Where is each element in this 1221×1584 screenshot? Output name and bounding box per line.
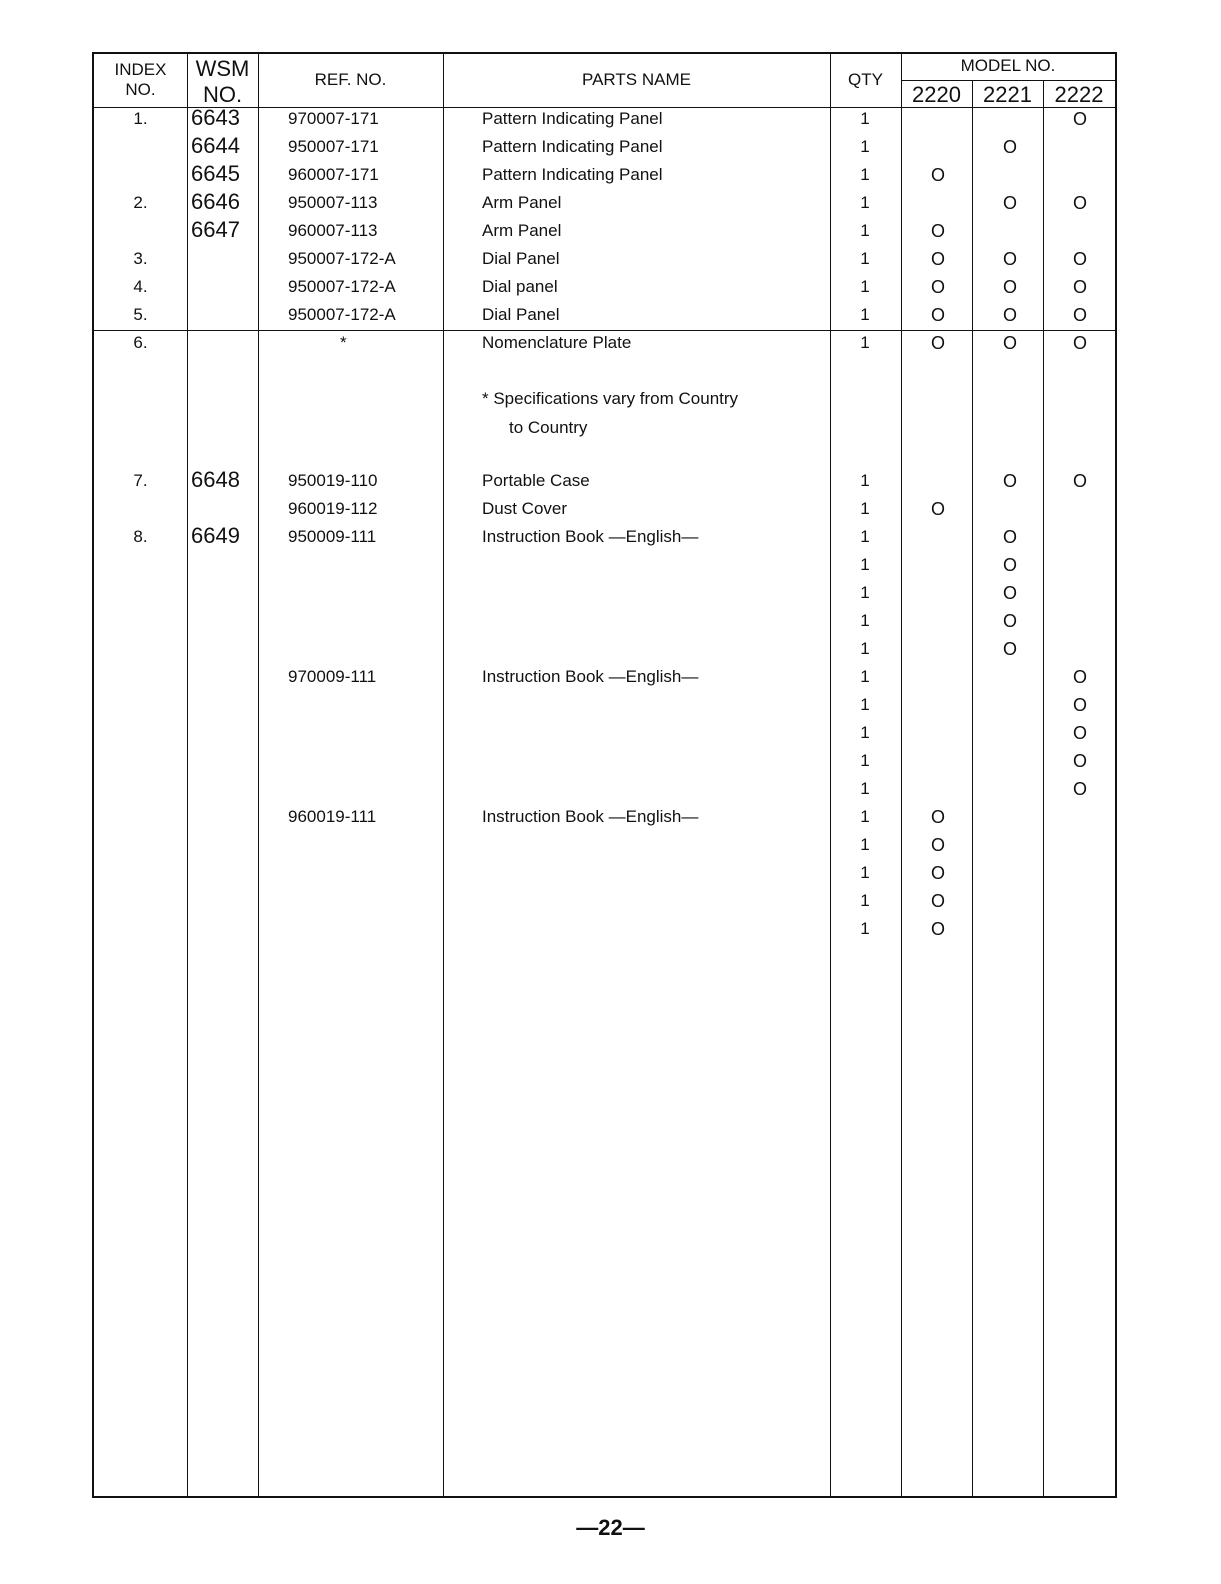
- header-ref: REF. NO.: [314, 70, 387, 89]
- parts-table: [92, 52, 1117, 1498]
- cell-m2221: O: [1002, 137, 1017, 157]
- header-wsm-line1: WSM: [195, 56, 250, 81]
- cell-m2222: O: [1072, 751, 1087, 771]
- cell-m2221: O: [1002, 193, 1017, 213]
- cell-m2220: O: [930, 499, 945, 519]
- cell-m2220: O: [930, 891, 945, 911]
- cell-qty: 1: [860, 249, 870, 268]
- cell-m2222: O: [1072, 723, 1087, 743]
- header-index: [94, 60, 187, 100]
- cell-name: Arm Panel: [482, 193, 562, 212]
- header-wsm: [187, 56, 258, 108]
- cell-ref: 970007-171: [288, 109, 379, 128]
- cell-m2222: O: [1072, 109, 1087, 129]
- cell-qty: 1: [860, 891, 870, 910]
- header-index-line1: INDEX: [114, 60, 167, 79]
- header-parts-name: PARTS NAME: [582, 70, 691, 89]
- cell-m2220: O: [930, 249, 945, 269]
- cell-qty: 1: [860, 165, 870, 184]
- cell-m2221: O: [1002, 277, 1017, 297]
- cell-ref: 950007-113: [288, 193, 378, 212]
- cell-qty: 1: [860, 583, 870, 602]
- cell-qty: 1: [860, 333, 870, 352]
- cell-m2221: O: [1002, 527, 1017, 547]
- cell-name: Dial Panel: [482, 305, 560, 324]
- cell-name: Dust Cover: [482, 499, 568, 518]
- cell-ref: 950007-172-A: [288, 305, 396, 324]
- cell-m2221: O: [1002, 611, 1017, 631]
- cell-qty: 1: [860, 137, 870, 156]
- cell-index: 7.: [133, 471, 148, 490]
- cell-m2221: O: [1002, 305, 1017, 325]
- cell-qty: 1: [860, 555, 870, 574]
- cell-m2222: O: [1072, 277, 1087, 297]
- cell-m2221: O: [1002, 249, 1017, 269]
- cell-wsm: 6645: [191, 161, 240, 186]
- col-divider: [901, 54, 902, 1496]
- cell-m2222: O: [1072, 667, 1087, 687]
- cell-qty: 1: [860, 723, 870, 742]
- cell-qty: 1: [860, 193, 870, 212]
- cell-m2220: O: [930, 221, 945, 241]
- cell-m2220: O: [930, 333, 945, 353]
- cell-ref: *: [340, 333, 347, 352]
- cell-ref: 950019-110: [288, 471, 378, 490]
- cell-wsm: 6647: [191, 217, 240, 242]
- cell-qty: 1: [860, 667, 870, 686]
- cell-index: 5.: [133, 305, 148, 324]
- cell-qty: 1: [860, 611, 870, 630]
- cell-m2222: O: [1072, 249, 1087, 269]
- header-model-2222: 2222: [1054, 82, 1104, 107]
- cell-wsm: 6646: [191, 189, 240, 214]
- cell-qty: 1: [860, 527, 870, 546]
- cell-name: Instruction Book —English—: [482, 527, 699, 546]
- cell-m2221: O: [1002, 471, 1017, 491]
- cell-name: Instruction Book —English—: [482, 667, 699, 686]
- cell-qty: 1: [860, 305, 870, 324]
- header-model-2220: 2220: [912, 82, 961, 107]
- cell-wsm: 6648: [191, 467, 240, 492]
- cell-m2220: O: [930, 919, 945, 939]
- note-line2: to Country: [509, 418, 588, 437]
- cell-qty: 1: [860, 499, 870, 518]
- cell-qty: 1: [860, 919, 870, 938]
- cell-qty: 1: [860, 221, 870, 240]
- cell-m2221: O: [1002, 555, 1017, 575]
- cell-index: 6.: [133, 333, 148, 352]
- cell-m2222: O: [1072, 695, 1087, 715]
- cell-m2220: O: [930, 305, 945, 325]
- cell-m2222: O: [1072, 305, 1087, 325]
- col-divider: [972, 80, 973, 1496]
- specification-note: [482, 384, 738, 442]
- cell-ref: 960007-113: [288, 221, 378, 240]
- model-header-divider: [901, 80, 1115, 81]
- header-model-2221: 2221: [983, 82, 1032, 107]
- cell-m2220: O: [930, 277, 945, 297]
- cell-ref: 950007-172-A: [288, 249, 396, 268]
- cell-name: Pattern Indicating Panel: [482, 109, 663, 128]
- col-divider: [443, 54, 444, 1496]
- cell-m2221: O: [1002, 333, 1017, 353]
- cell-qty: 1: [860, 471, 870, 490]
- page-number: —22—: [576, 1515, 645, 1540]
- col-divider: [830, 54, 831, 1496]
- cell-ref: 960019-111: [288, 807, 377, 826]
- cell-ref: 960019-112: [288, 499, 378, 518]
- cell-index: 4.: [133, 277, 148, 296]
- section-divider: [94, 330, 1115, 331]
- cell-index: 3.: [133, 249, 148, 268]
- cell-ref: 950007-171: [288, 137, 379, 156]
- cell-ref: 960007-171: [288, 165, 379, 184]
- cell-m2222: O: [1072, 779, 1087, 799]
- cell-m2221: O: [1002, 583, 1017, 603]
- cell-qty: 1: [860, 109, 870, 128]
- cell-qty: 1: [860, 639, 870, 658]
- cell-name: Instruction Book —English—: [482, 807, 699, 826]
- cell-m2222: O: [1072, 333, 1087, 353]
- col-divider: [1043, 80, 1044, 1496]
- cell-ref: 950009-111: [288, 527, 377, 546]
- cell-m2220: O: [930, 835, 945, 855]
- cell-qty: 1: [860, 695, 870, 714]
- col-divider: [258, 54, 259, 1496]
- note-line1: * Specifications vary from Country: [482, 389, 739, 408]
- cell-m2221: O: [1002, 639, 1017, 659]
- cell-name: Pattern Indicating Panel: [482, 137, 663, 156]
- header-model: MODEL NO.: [960, 56, 1056, 75]
- cell-qty: 1: [860, 835, 870, 854]
- cell-index: 8.: [133, 527, 148, 546]
- cell-qty: 1: [860, 277, 870, 296]
- cell-ref: 950007-172-A: [288, 277, 396, 296]
- cell-qty: 1: [860, 779, 870, 798]
- header-index-line2: NO.: [125, 80, 156, 99]
- cell-qty: 1: [860, 807, 870, 826]
- header-wsm-line2: NO.: [202, 82, 243, 107]
- cell-m2220: O: [930, 165, 945, 185]
- cell-m2222: O: [1072, 471, 1087, 491]
- cell-wsm: 6649: [191, 523, 240, 548]
- header-qty: QTY: [848, 70, 883, 89]
- col-divider: [187, 54, 188, 1496]
- cell-name: Portable Case: [482, 471, 590, 490]
- cell-name: Arm Panel: [482, 221, 562, 240]
- cell-ref: 970009-111: [288, 667, 377, 686]
- cell-m2222: O: [1072, 193, 1087, 213]
- cell-index: 2.: [133, 193, 148, 212]
- cell-name: Pattern Indicating Panel: [482, 165, 663, 184]
- cell-wsm: 6644: [191, 133, 240, 158]
- cell-index: 1.: [133, 109, 148, 128]
- cell-qty: 1: [860, 863, 870, 882]
- cell-m2220: O: [930, 807, 945, 827]
- cell-name: Dial panel: [482, 277, 558, 296]
- cell-wsm: 6643: [191, 105, 240, 130]
- cell-qty: 1: [860, 751, 870, 770]
- cell-name: Nomenclature Plate: [482, 333, 632, 352]
- cell-name: Dial Panel: [482, 249, 560, 268]
- cell-m2220: O: [930, 863, 945, 883]
